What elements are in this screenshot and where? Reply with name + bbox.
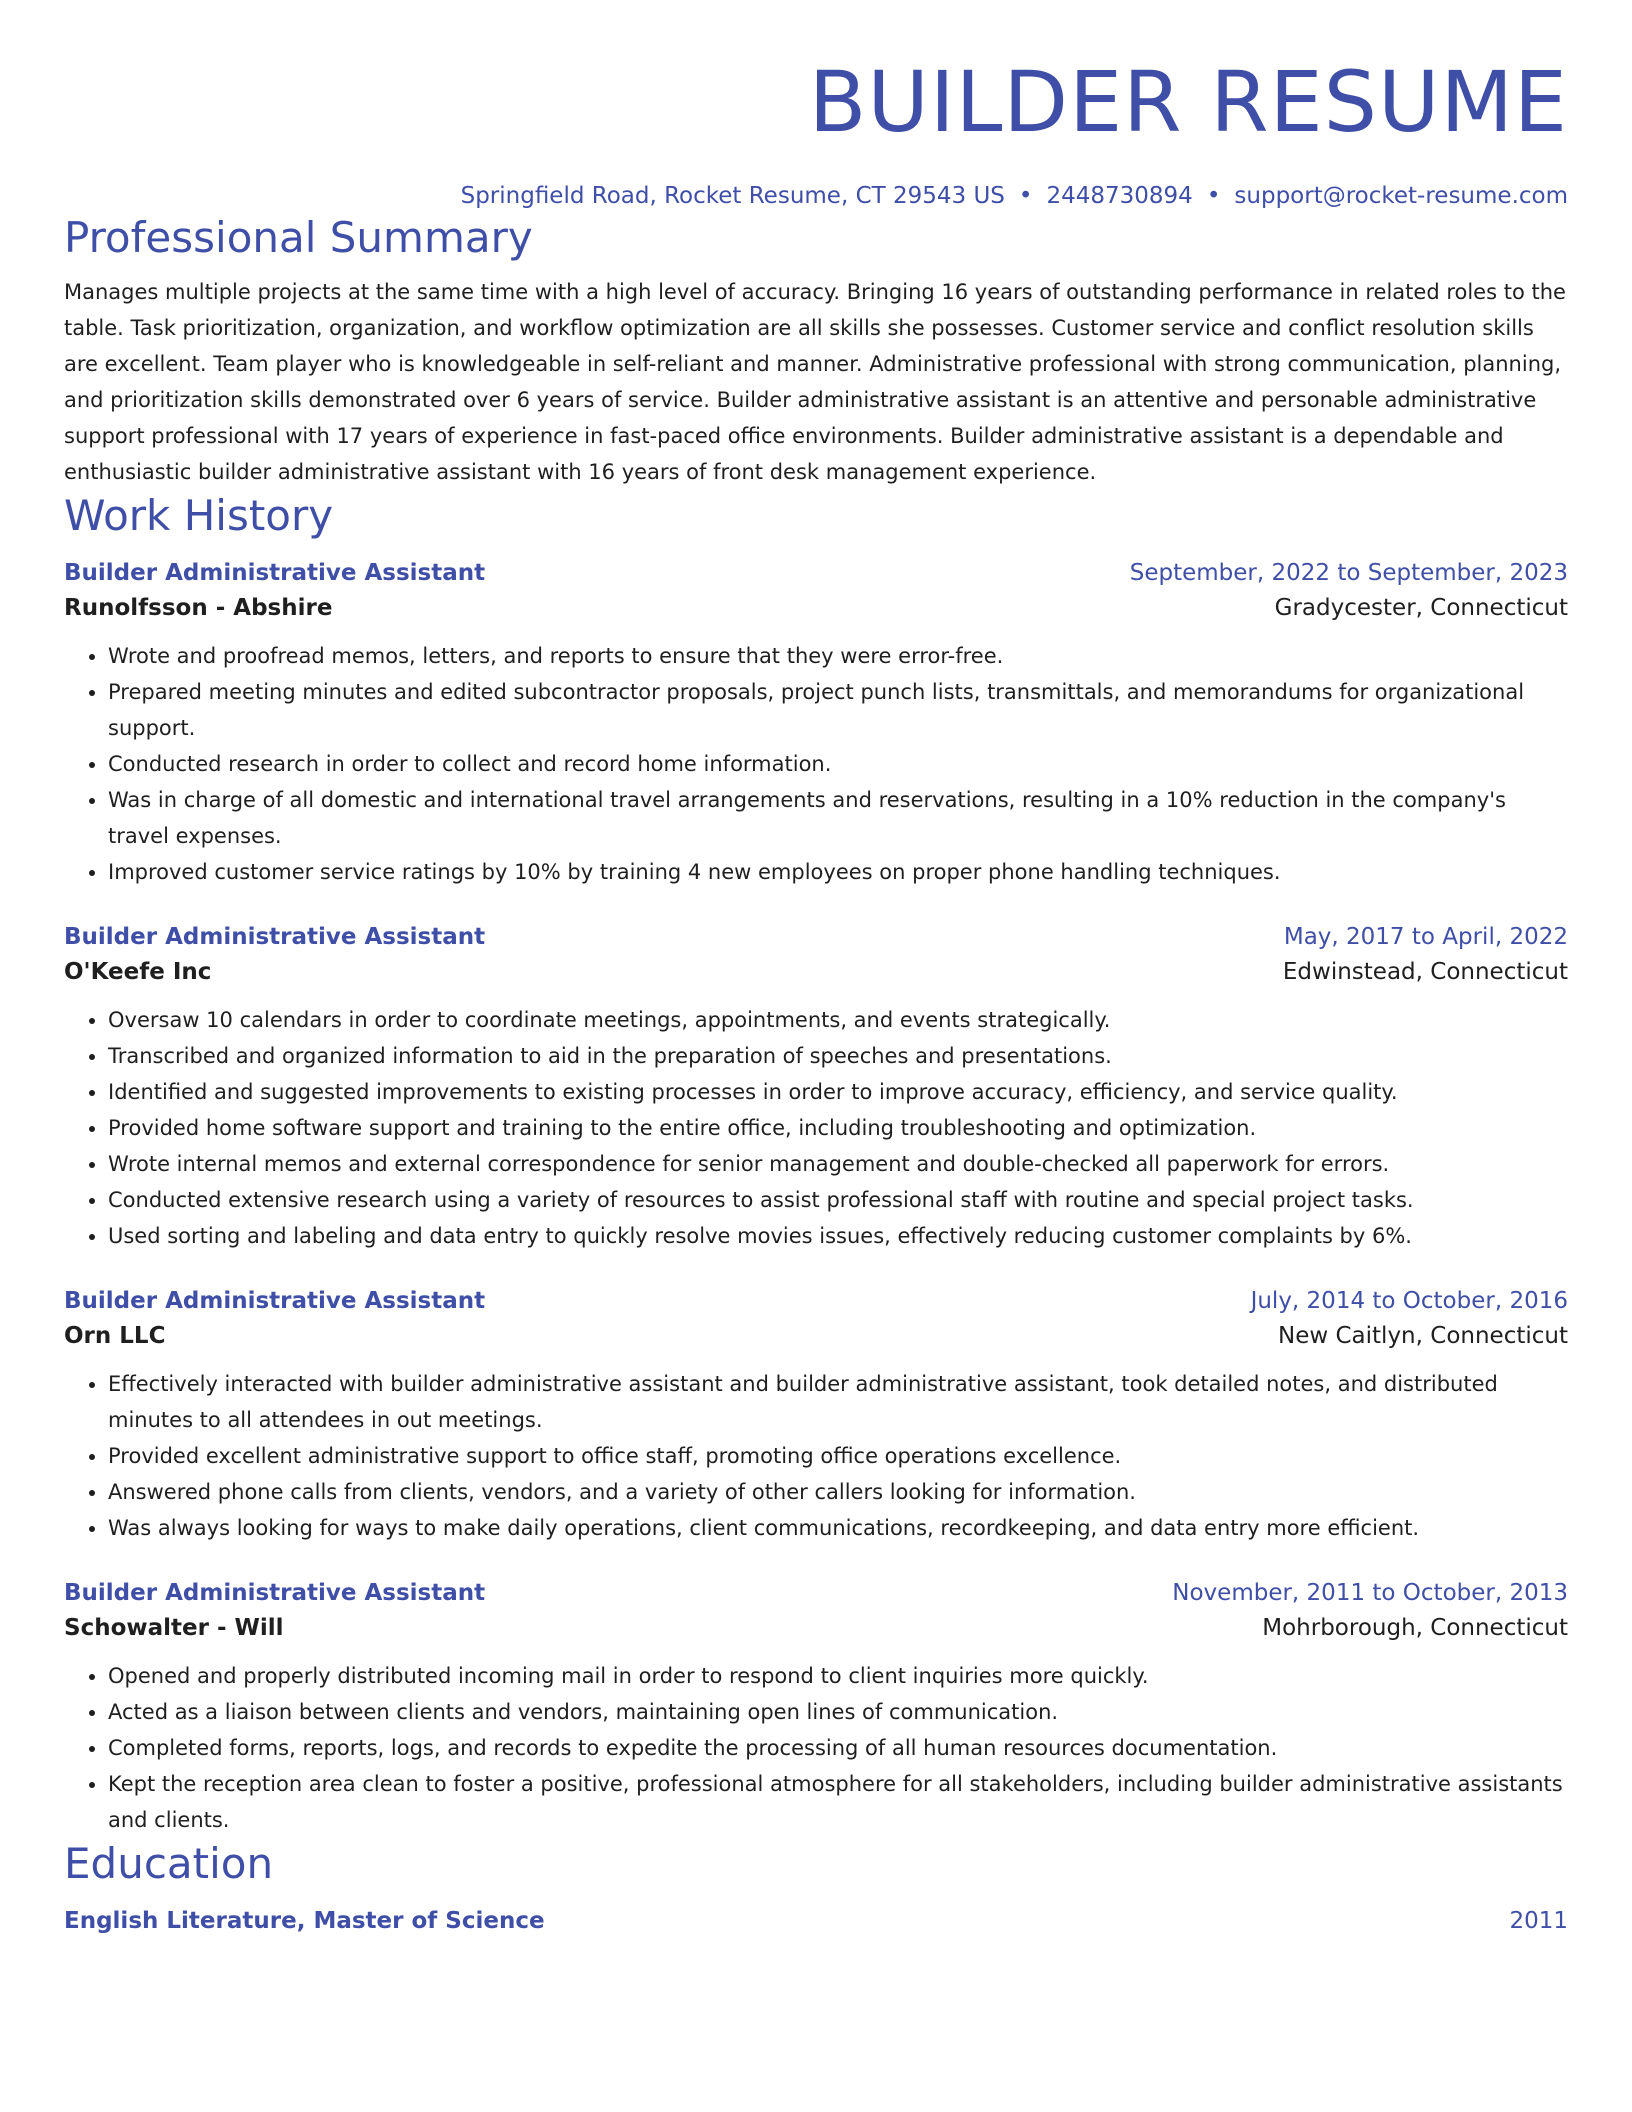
job-title: Builder Administrative Assistant (64, 924, 486, 950)
job-company-row (64, 1610, 1568, 1646)
job-dates: November, 2011 to October, 2013 (1172, 1580, 1568, 1606)
job-entry (64, 920, 1568, 1254)
job-company-row (64, 954, 1568, 990)
job-company-row (64, 590, 1568, 626)
job-entry (64, 1284, 1568, 1546)
contact-separator: • (1018, 183, 1033, 209)
job-location: New Caitlyn, Connecticut (1278, 1323, 1568, 1349)
job-title-row (64, 1284, 1568, 1318)
job-bullet: • Completed forms, reports, logs, and records to expedite the processing of all human resources documentation. (108, 1730, 1568, 1766)
job-title-row (64, 1576, 1568, 1610)
job-bullet: • Transcribed and organized information to aid in the preparation of speeches and presentations. (108, 1038, 1568, 1074)
job-bullet: • Wrote and proofread memos, letters, and reports to ensure that they were error-free. (108, 638, 1568, 674)
job-company: Runolfsson - Abshire (64, 595, 333, 621)
candidate-name: BUILDER RESUME (808, 53, 1568, 151)
job-bullet: • Acted as a liaison between clients and vendors, maintaining open lines of communication. (108, 1694, 1568, 1730)
resume-header (64, 0, 1568, 212)
job-dates: July, 2014 to October, 2016 (1250, 1288, 1568, 1314)
job-bullet: • Opened and properly distributed incoming mail in order to respond to client inquiries more quickly. (108, 1658, 1568, 1694)
summary-text: Manages multiple projects at the same time with a high level of accuracy. Bringing 16 years of outstanding performance in related roles to the table. Task prioritization, organization, and workflow optimization are all skills she possesses. Customer service and conflict resolution skills are excellent. Team player who is knowledgeable in self-reliant and manner. Administrative professional with strong communication, planning, and prioritization skills demonstrated over 6 years of service. Builder administrative assistant is an attentive and personable administrative support professional with 17 years of experience in fast-paced office environments. Builder administrative assistant is a dependable and enthusiastic builder administrative assistant with 16 years of front desk management experience. (64, 280, 1566, 484)
job-bullet-list (64, 1366, 1568, 1546)
job-title: Builder Administrative Assistant (64, 560, 486, 586)
job-title-row (64, 556, 1568, 590)
work-history-heading: Work History (64, 491, 334, 540)
job-title: Builder Administrative Assistant (64, 1580, 486, 1606)
job-bullet: • Oversaw 10 calendars in order to coordinate meetings, appointments, and events strategically. (108, 1002, 1568, 1038)
job-bullet: • Improved customer service ratings by 10% by training 4 new employees on proper phone handling techniques. (108, 854, 1568, 890)
contact-address: Springfield Road, Rocket Resume, CT 29543 US (460, 183, 1005, 209)
contact-line (64, 180, 1568, 212)
education-year: 2011 (1509, 1908, 1568, 1934)
job-bullet-list (64, 638, 1568, 890)
job-location: Edwinstead, Connecticut (1282, 959, 1568, 985)
job-bullet: • Answered phone calls from clients, vendors, and a variety of other callers looking for information. (108, 1474, 1568, 1510)
job-dates: May, 2017 to April, 2022 (1283, 924, 1568, 950)
contact-separator: • (1206, 183, 1221, 209)
job-bullet: • Wrote internal memos and external correspondence for senior management and double-checked all paperwork for errors. (108, 1146, 1568, 1182)
job-bullet: • Prepared meeting minutes and edited subcontractor proposals, project punch lists, transmittals, and memorandums for organizational support. (108, 674, 1568, 746)
job-dates: September, 2022 to September, 2023 (1129, 560, 1568, 586)
job-title: Builder Administrative Assistant (64, 1288, 486, 1314)
job-entry (64, 556, 1568, 890)
job-bullet: • Effectively interacted with builder administrative assistant and builder administrative assistant, took detailed notes, and distributed minutes to all attendees in out meetings. (108, 1366, 1568, 1438)
education-degree: English Literature, Master of Science (64, 1908, 545, 1934)
job-company: O'Keefe Inc (64, 959, 212, 985)
work-history-list (64, 556, 1568, 1838)
job-title-row (64, 920, 1568, 954)
job-bullet-list (64, 1002, 1568, 1254)
job-bullet: • Conducted extensive research using a variety of resources to assist professional staff with routine and special project tasks. (108, 1182, 1568, 1218)
job-bullet: • Provided excellent administrative support to office staff, promoting office operations excellence. (108, 1438, 1568, 1474)
education-heading: Education (64, 1839, 274, 1888)
contact-email[interactable]: support@rocket-resume.com (1234, 183, 1568, 209)
contact-phone: 2448730894 (1046, 183, 1193, 209)
job-bullet: • Kept the reception area clean to foster a positive, professional atmosphere for all stakeholders, including builder administrative assistants and clients. (108, 1766, 1568, 1838)
job-company: Schowalter - Will (64, 1615, 284, 1641)
job-bullet: • Was in charge of all domestic and international travel arrangements and reservations, resulting in a 10% reduction in the company's travel expenses. (108, 782, 1568, 854)
job-company-row (64, 1318, 1568, 1354)
job-entry (64, 1576, 1568, 1838)
job-location: Gradycester, Connecticut (1274, 595, 1568, 621)
job-bullet: • Was always looking for ways to make daily operations, client communications, recordkeeping, and data entry more efficient. (108, 1510, 1568, 1546)
job-bullet: • Used sorting and labeling and data entry to quickly resolve movies issues, effectively reducing customer complaints by 6%. (108, 1218, 1568, 1254)
job-location: Mohrborough, Connecticut (1262, 1615, 1568, 1641)
job-bullet: • Provided home software support and training to the entire office, including troubleshooting and optimization. (108, 1110, 1568, 1146)
job-company: Orn LLC (64, 1323, 166, 1349)
job-bullet: • Conducted research in order to collect and record home information. (108, 746, 1568, 782)
summary-heading: Professional Summary (64, 213, 533, 262)
education-entry (64, 1904, 1568, 1938)
job-bullet-list (64, 1658, 1568, 1838)
job-bullet: • Identified and suggested improvements to existing processes in order to improve accuracy, efficiency, and service quality. (108, 1074, 1568, 1110)
